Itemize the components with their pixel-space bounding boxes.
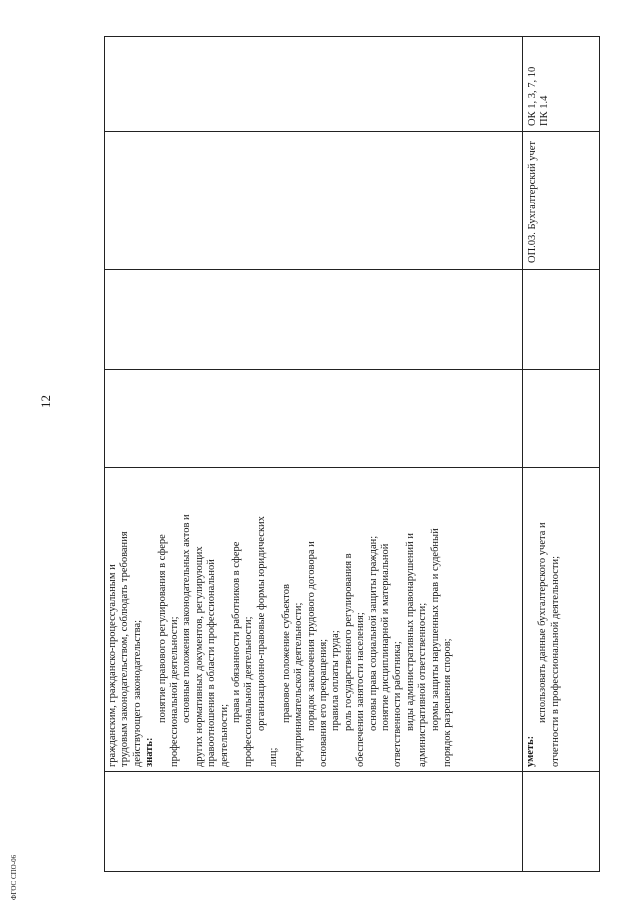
- text-line: организационно-правовые формы юридических: [255, 516, 267, 731]
- text-line: трудовым законодательством, соблюдать требования: [119, 531, 131, 767]
- section-heading: знать:: [144, 737, 156, 767]
- table-cell-competencies: [523, 35, 599, 131]
- table-row: [523, 37, 599, 871]
- table-cell-content: [105, 467, 522, 771]
- text-line: понятие правового регулирования в сфере: [156, 534, 168, 723]
- competency-code: ОК 1, 3, 7, 10: [527, 66, 538, 126]
- text-line: других нормативных документов, регулирующих: [193, 546, 205, 767]
- table-cell-content: [523, 467, 599, 771]
- text-line: правовое положение субъектов: [280, 584, 292, 723]
- section-heading: уметь:: [525, 735, 536, 767]
- text-line: основы права социальной защиты граждан;: [367, 535, 379, 731]
- text-line: правила оплаты труда;: [330, 630, 342, 731]
- competency-code: ПК 1.4: [539, 95, 551, 126]
- table-cell-hours-max: [523, 369, 599, 467]
- text-line: виды административных правонарушений и: [404, 533, 416, 731]
- text-line: роль государственного регулирования в: [342, 553, 354, 731]
- table-cell-discipline: [105, 131, 522, 269]
- text-line: порядок заключения трудового договора и: [305, 541, 317, 731]
- footer-code: ФГОС СПО-06: [10, 854, 18, 900]
- table-cell-index: [523, 771, 599, 871]
- text-line: основания его прекращения;: [317, 638, 329, 767]
- text-line: использовать данные бухгалтерского учета и: [537, 522, 549, 723]
- text-line: отчетности в профессиональной деятельности;: [549, 555, 561, 767]
- text-line: деятельности;: [218, 703, 230, 767]
- discipline-name: ОП.03. Бухгалтерский учет: [527, 140, 538, 263]
- text-line: нормы защиты нарушенных прав и судебный: [429, 528, 441, 731]
- text-line: профессиональной деятельности;: [243, 616, 255, 767]
- text-line: административной ответственности;: [417, 602, 429, 767]
- text-line: ответственности работника;: [392, 641, 404, 767]
- text-line: профессиональной деятельности;: [169, 616, 181, 767]
- text-line: правоотношения в области профессиональной: [206, 559, 218, 767]
- page-number: 12: [38, 395, 53, 408]
- table-cell-discipline: [523, 131, 599, 269]
- table-cell-index: [105, 771, 522, 871]
- table-cell-hours-class: [523, 269, 599, 369]
- table-row: [105, 37, 523, 871]
- text-line: права и обязанности работников в сфере: [231, 541, 243, 723]
- table-cell-hours-class: [105, 269, 522, 369]
- table-cell-competencies: [105, 35, 522, 131]
- text-line: обеспечении занятости населения;: [355, 612, 367, 767]
- text-line: предпринимательской деятельности;: [293, 602, 305, 767]
- text-line: действующего законодательства;: [131, 619, 143, 767]
- text-line: основные положения законодательных актов и: [181, 514, 193, 723]
- standards-table: [104, 36, 600, 872]
- text-line: гражданским, гражданско-процессуальным и: [107, 564, 118, 767]
- text-line: понятие дисциплинарной и материальной: [379, 543, 391, 731]
- text-line: лиц;: [268, 747, 280, 767]
- text-line: порядок разрешения споров;: [441, 638, 453, 767]
- table-cell-hours-max: [105, 369, 522, 467]
